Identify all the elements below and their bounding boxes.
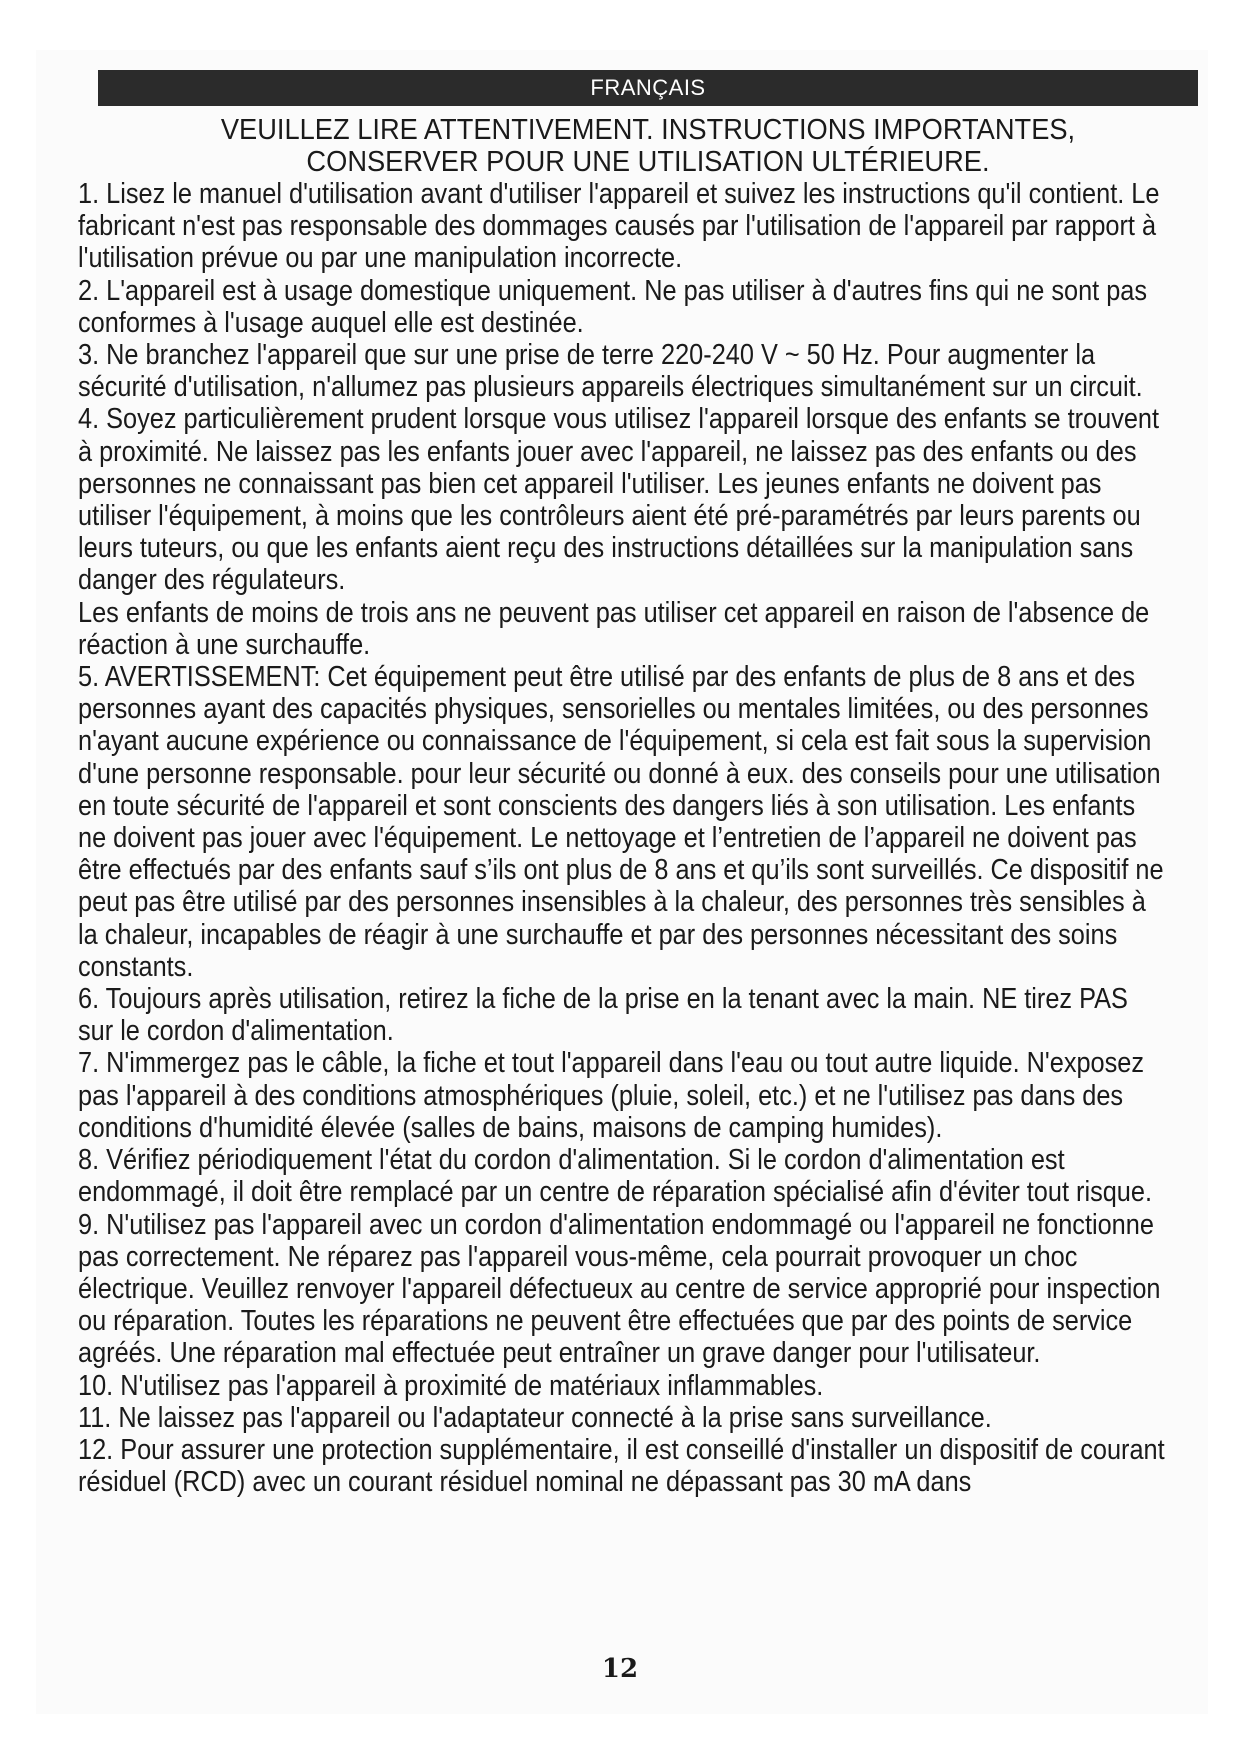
instruction-paragraph: 5. AVERTISSEMENT: Cet équipement peut être utilisé par des enfants de plus de 8 ans et des personnes ayant des capacités physiques, sensorielles ou mentales limitées, ou des personnes n'ayant aucune expérience ou connaissance de l'équipement, si cela est fait sous la supervision d'une personne responsable. pour leur sécurité ou donné à eux. des conseils pour une utilisation en toute sécurité de l'appareil et sont conscients des dangers liés à son utilisation. Les enfants ne doivent pas jouer avec l'équipement. Le nettoyage et l’entretien de l’appareil ne doivent pas être effectués par des enfants sauf s’ils ont plus de 8 ans et qu’ils sont surveillés. Ce dispositif ne peut pas être utilisé par des personnes insensibles à la chaleur, des personnes très sensibles à la chaleur, incapables de réagir à une surchauffe et par des personnes nécessitant des soins constants. (78, 661, 1164, 983)
page-title: VEUILLEZ LIRE ATTENTIVEMENT. INSTRUCTIONS IMPORTANTES, CONSERVER POUR UNE UTILISATION ULTÉRIEURE. (220, 114, 1076, 178)
instruction-paragraph: 12. Pour assurer une protection supplémentaire, il est conseillé d'installer un dispositif de courant résiduel (RCD) avec un courant résiduel nominal ne dépassant pas 30 mA dans (78, 1433, 1165, 1499)
instruction-paragraph: 10. N'utilisez pas l'appareil à proximité de matériaux inflammables. (78, 1369, 824, 1402)
instruction-paragraph: 11. Ne laissez pas l'appareil ou l'adaptateur connecté à la prise sans surveillance. (78, 1401, 992, 1434)
instruction-paragraph: 9. N'utilisez pas l'appareil avec un cordon d'alimentation endommagé ou l'appareil ne fonctionne pas correctement. Ne réparez pas l'appareil vous-même, cela pourrait provoquer un choc électrique. Veuillez renvoyer l'appareil défectueux au centre de service approprié pour inspection ou réparation. Toutes les réparations ne peuvent être effectuées que par des points de service agréés. Une réparation mal effectuée peut entraîner un grave danger pour l'utilisateur. (78, 1208, 1161, 1370)
instruction-paragraph: 7. N'immergez pas le câble, la fiche et tout l'appareil dans l'eau ou tout autre liquide. N'exposez pas l'appareil à des conditions atmosphériques (pluie, soleil, etc.) et ne l'utilisez pas dans des conditions d'humidité élevée (salles de bains, maisons de camping humides). (78, 1047, 1145, 1144)
page-number: 12 (601, 1654, 639, 1684)
instruction-paragraph: 2. L'appareil est à usage domestique uniquement. Ne pas utiliser à d'autres fins qui ne sont pas conformes à l'usage auquel elle est destinée. (78, 274, 1148, 339)
instruction-paragraph: 3. Ne branchez l'appareil que sur une prise de terre 220-240 V ~ 50 Hz. Pour augmenter la sécurité d'utilisation, n'allumez pas plusieurs appareils électriques simultanément sur un circuit. (78, 339, 1143, 404)
instruction-paragraph: 6. Toujours après utilisation, retirez la fiche de la prise en la tenant avec la main. NE tirez PAS sur le cordon d'alimentation. (78, 983, 1128, 1048)
language-header-bar: FRANÇAIS (98, 70, 1198, 106)
instruction-paragraph: Les enfants de moins de trois ans ne peuvent pas utiliser cet appareil en raison de l'absence de réaction à une surchauffe. (78, 596, 1150, 661)
instruction-paragraph: 1. Lisez le manuel d'utilisation avant d'utiliser l'appareil et suivez les instructions qu'il contient. Le fabricant n'est pas responsable des dommages causés par l'utilisation de l'appareil par rapport à l'utilisation prévue ou par une manipulation incorrecte. (78, 178, 1160, 275)
instruction-paragraph: 8. Vérifiez périodiquement l'état du cordon d'alimentation. Si le cordon d'alimentation est endommagé, il doit être remplacé par un centre de réparation spécialisé afin d'éviter tout risque. (78, 1144, 1152, 1209)
instruction-paragraph: 4. Soyez particulièrement prudent lorsque vous utilisez l'appareil lorsque des enfants se trouvent à proximité. Ne laissez pas les enfants jouer avec l'appareil, ne laissez pas des enfants ou des personnes ne connaissant pas bien cet appareil l'utiliser. Les jeunes enfants ne doivent pas utiliser l'équipement, à moins que les contrôleurs aient été pré-paramétrés par leurs parents ou leurs tuteurs, ou que les enfants aient reçu des instructions détaillées sur la manipulation sans danger des régulateurs. (78, 403, 1160, 597)
instructions-body (78, 178, 1168, 1498)
